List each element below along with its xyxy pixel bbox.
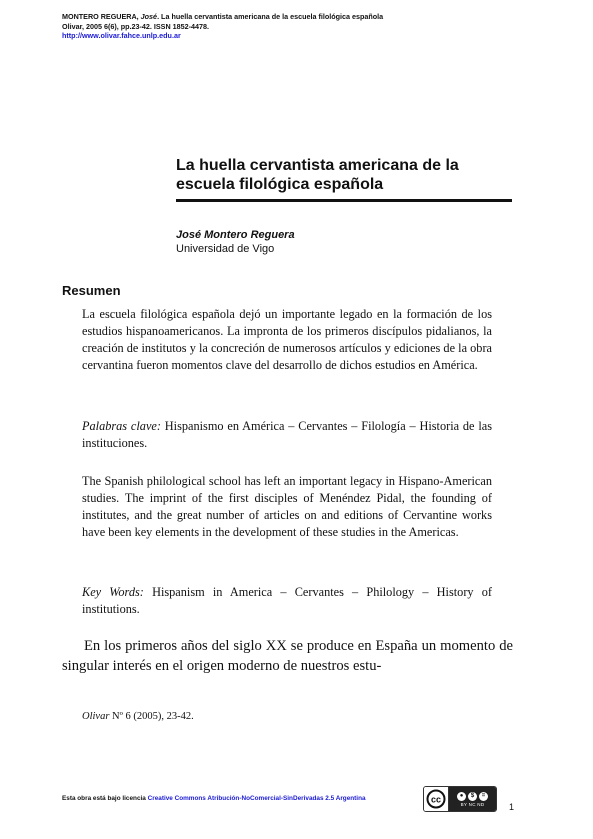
license-link[interactable]: Creative Commons Atribución-NoComercial-SinDerivadas 2.5 Argentina	[147, 795, 366, 802]
running-header	[62, 12, 383, 41]
author-affiliation: Universidad de Vigo	[176, 243, 275, 255]
header-citation-line: MONTERO REGUERA, José. La huella cervantista americana de la escuela filológica española	[62, 12, 384, 21]
noncommercial-icon: $	[468, 792, 477, 801]
keywords-english-label: Key Words:	[82, 585, 144, 599]
keywords-spanish-label: Palabras clave:	[82, 419, 161, 433]
author-block	[176, 228, 295, 256]
page-number: 1	[509, 802, 515, 812]
cc-logo-icon	[424, 787, 449, 811]
title-rule	[176, 199, 512, 202]
body-paragraph: En los primeros años del siglo XX se produce en España un momento de singular interés en el origen moderno de nuestros estu-	[62, 638, 513, 674]
section-heading-resumen: Resumen	[62, 283, 121, 298]
article-title: La huella cervantista americana de la escuela filológica española	[176, 157, 459, 193]
cc-terms: BY NC ND	[460, 801, 485, 807]
journal-url-link[interactable]: http://www.olivar.fahce.unlp.edu.ar	[62, 31, 181, 41]
keywords-english: Key Words: Hispanism in America – Cervantes – Philology – History of institutions.	[82, 585, 492, 616]
noderivatives-icon: =	[479, 792, 488, 801]
footer-citation: Olivar Nº 6 (2005), 23-42.	[82, 711, 194, 722]
license-notice: Esta obra está bajo licencia Creative Commons Atribución-NoComercial-SinDerivadas 2.5 Argentina	[62, 795, 366, 802]
footer-journal-name: Olivar	[82, 711, 110, 722]
abstract-english: The Spanish philological school has left an important legacy in Hispano-American studies. The imprint of the first disciples of Menéndez Pidal, the founding of institutes, and the great number of articles on and editions of Cervantine works have been key elements in the development of these studies in the Americas.	[82, 474, 492, 539]
svg-text:cc: cc	[430, 794, 442, 805]
abstract-spanish: La escuela filológica española dejó un importante legado en la formación de los estudios hispanoamericanos. La impronta de los primeros discípulos pidalianos, la creación de institutos y la concreción de numerosos artículos y ediciones de la obra cervantina fueron momentos clave del desarrollo de dichos estudios en América.	[82, 307, 492, 372]
header-issn-line: Olivar, 2005 6(6), pp.23-42. ISSN 1852-4478.	[62, 21, 210, 31]
attribution-icon: ●	[457, 792, 466, 801]
author-name: José Montero Reguera	[176, 229, 295, 241]
keywords-spanish: Palabras clave: Hispanismo en América – Cervantes – Filología – Historia de las instituciones.	[82, 419, 493, 450]
creative-commons-badge[interactable]	[423, 786, 497, 812]
